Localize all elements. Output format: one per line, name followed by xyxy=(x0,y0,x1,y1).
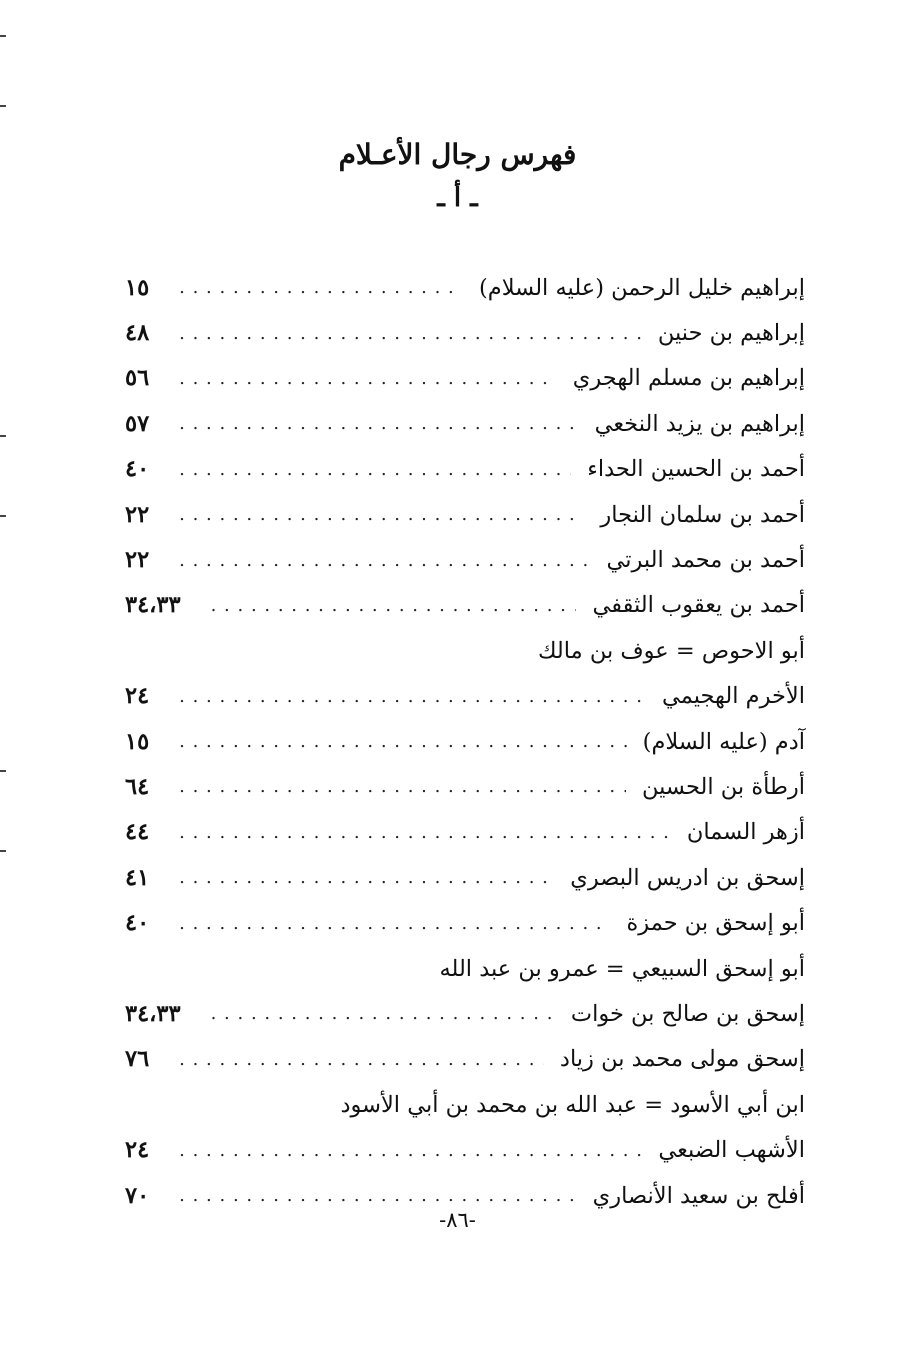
index-entry xyxy=(125,492,805,537)
entry-name: آدم (عليه السلام) xyxy=(642,728,805,755)
dot-leader xyxy=(179,1049,544,1070)
index-entry xyxy=(125,447,805,492)
index-entry xyxy=(125,1127,805,1172)
scan-edge-mark xyxy=(0,105,6,107)
entry-page-numbers: ٧٦ xyxy=(125,1046,150,1073)
entry-name: أرطأة بن الحسين xyxy=(642,773,805,800)
index-entry-cross-reference xyxy=(125,946,805,991)
dot-leader xyxy=(211,595,577,616)
entry-name: أبو الاحوص = عوف بن مالك xyxy=(537,637,805,664)
entry-page-numbers: ٤٨ xyxy=(125,320,150,347)
scan-edge-mark xyxy=(0,35,6,37)
index-entry-cross-reference xyxy=(125,1082,805,1127)
entry-page-numbers: ٤٤ xyxy=(125,819,150,846)
entry-page-numbers: ٢٢ xyxy=(125,547,150,574)
index-entry xyxy=(125,356,805,401)
entry-name: أحمد بن سلمان النجار xyxy=(600,501,805,528)
entry-page-numbers: ٢٤ xyxy=(125,1137,150,1164)
entry-name: أفلح بن سعيد الأنصاري xyxy=(592,1182,805,1209)
scan-edge-mark xyxy=(0,435,6,437)
entry-name: إبراهيم بن يزيد النخعي xyxy=(594,410,805,437)
entry-name: أبو إسحق بن حمزة xyxy=(626,910,805,937)
dot-leader xyxy=(179,277,463,298)
entry-page-numbers: ٣٤،٣٣ xyxy=(125,1000,181,1027)
dot-leader xyxy=(179,867,554,888)
entry-page-numbers: ٤٠ xyxy=(125,456,150,483)
name-index-list xyxy=(125,265,805,1218)
scan-edge-mark xyxy=(0,850,6,852)
dot-leader xyxy=(179,550,590,571)
entry-page-numbers: ١٥ xyxy=(125,728,150,755)
entry-name: إسحق مولى محمد بن زياد xyxy=(559,1046,805,1073)
entry-name: إبراهيم خليل الرحمن (عليه السلام) xyxy=(479,274,805,301)
entry-name: أحمد بن الحسين الحداء xyxy=(587,456,805,483)
page-number: -٨٦- xyxy=(439,1208,476,1232)
entry-name: الأخرم الهجيمي xyxy=(661,683,805,710)
entry-page-numbers: ٦٤ xyxy=(125,773,150,800)
dot-leader xyxy=(179,504,584,525)
scan-edge-mark xyxy=(0,515,6,517)
dot-leader xyxy=(179,731,627,752)
index-entry-cross-reference xyxy=(125,628,805,673)
entry-name: إبراهيم بن مسلم الهجري xyxy=(572,365,805,392)
index-entry xyxy=(125,719,805,764)
entry-page-numbers: ٥٧ xyxy=(125,410,150,437)
dot-leader xyxy=(179,323,642,344)
index-entry xyxy=(125,900,805,945)
index-entry xyxy=(125,537,805,582)
page-title: فهرس رجال الأعـلام xyxy=(338,138,577,171)
entry-name: أبو إسحق السبيعي = عمرو بن عبد الله xyxy=(439,955,805,982)
entry-page-numbers: ٧٠ xyxy=(125,1182,150,1209)
index-entry xyxy=(125,1037,805,1082)
dot-leader xyxy=(179,822,671,843)
dot-leader xyxy=(179,1185,577,1206)
entry-page-numbers: ٢٤ xyxy=(125,683,150,710)
dot-leader xyxy=(179,1140,642,1161)
section-letter-heading: ـ أ ـ xyxy=(437,183,478,213)
entry-name: ابن أبي الأسود = عبد الله بن محمد بن أبي الأسود xyxy=(340,1091,805,1118)
entry-name: إسحق بن صالح بن خوات xyxy=(570,1000,805,1027)
index-entry xyxy=(125,810,805,855)
dot-leader xyxy=(211,1003,555,1024)
index-entry xyxy=(125,764,805,809)
index-entry xyxy=(125,583,805,628)
entry-name: إسحق بن ادريس البصري xyxy=(570,864,805,891)
dot-leader xyxy=(179,413,578,434)
index-entry xyxy=(125,855,805,900)
entry-name: أحمد بن محمد البرتي xyxy=(606,547,805,574)
entry-page-numbers: ١٥ xyxy=(125,274,150,301)
index-entry xyxy=(125,265,805,310)
index-entry xyxy=(125,401,805,446)
entry-page-numbers: ٣٤،٣٣ xyxy=(125,592,181,619)
entry-page-numbers: ٢٢ xyxy=(125,501,150,528)
index-entry xyxy=(125,991,805,1036)
dot-leader xyxy=(179,459,571,480)
entry-name: أزهر السمان xyxy=(686,819,805,846)
index-entry xyxy=(125,674,805,719)
entry-page-numbers: ٤٠ xyxy=(125,910,150,937)
dot-leader xyxy=(179,368,557,389)
scan-edge-mark xyxy=(0,770,6,772)
dot-leader xyxy=(179,913,610,934)
entry-name: أحمد بن يعقوب الثقفي xyxy=(592,592,805,619)
dot-leader xyxy=(179,776,626,797)
index-entry xyxy=(125,310,805,355)
entry-page-numbers: ٥٦ xyxy=(125,365,150,392)
dot-leader xyxy=(179,686,646,707)
entry-page-numbers: ٤١ xyxy=(125,864,150,891)
entry-name: إبراهيم بن حنين xyxy=(657,320,805,347)
entry-name: الأشهب الضبعي xyxy=(658,1137,805,1164)
